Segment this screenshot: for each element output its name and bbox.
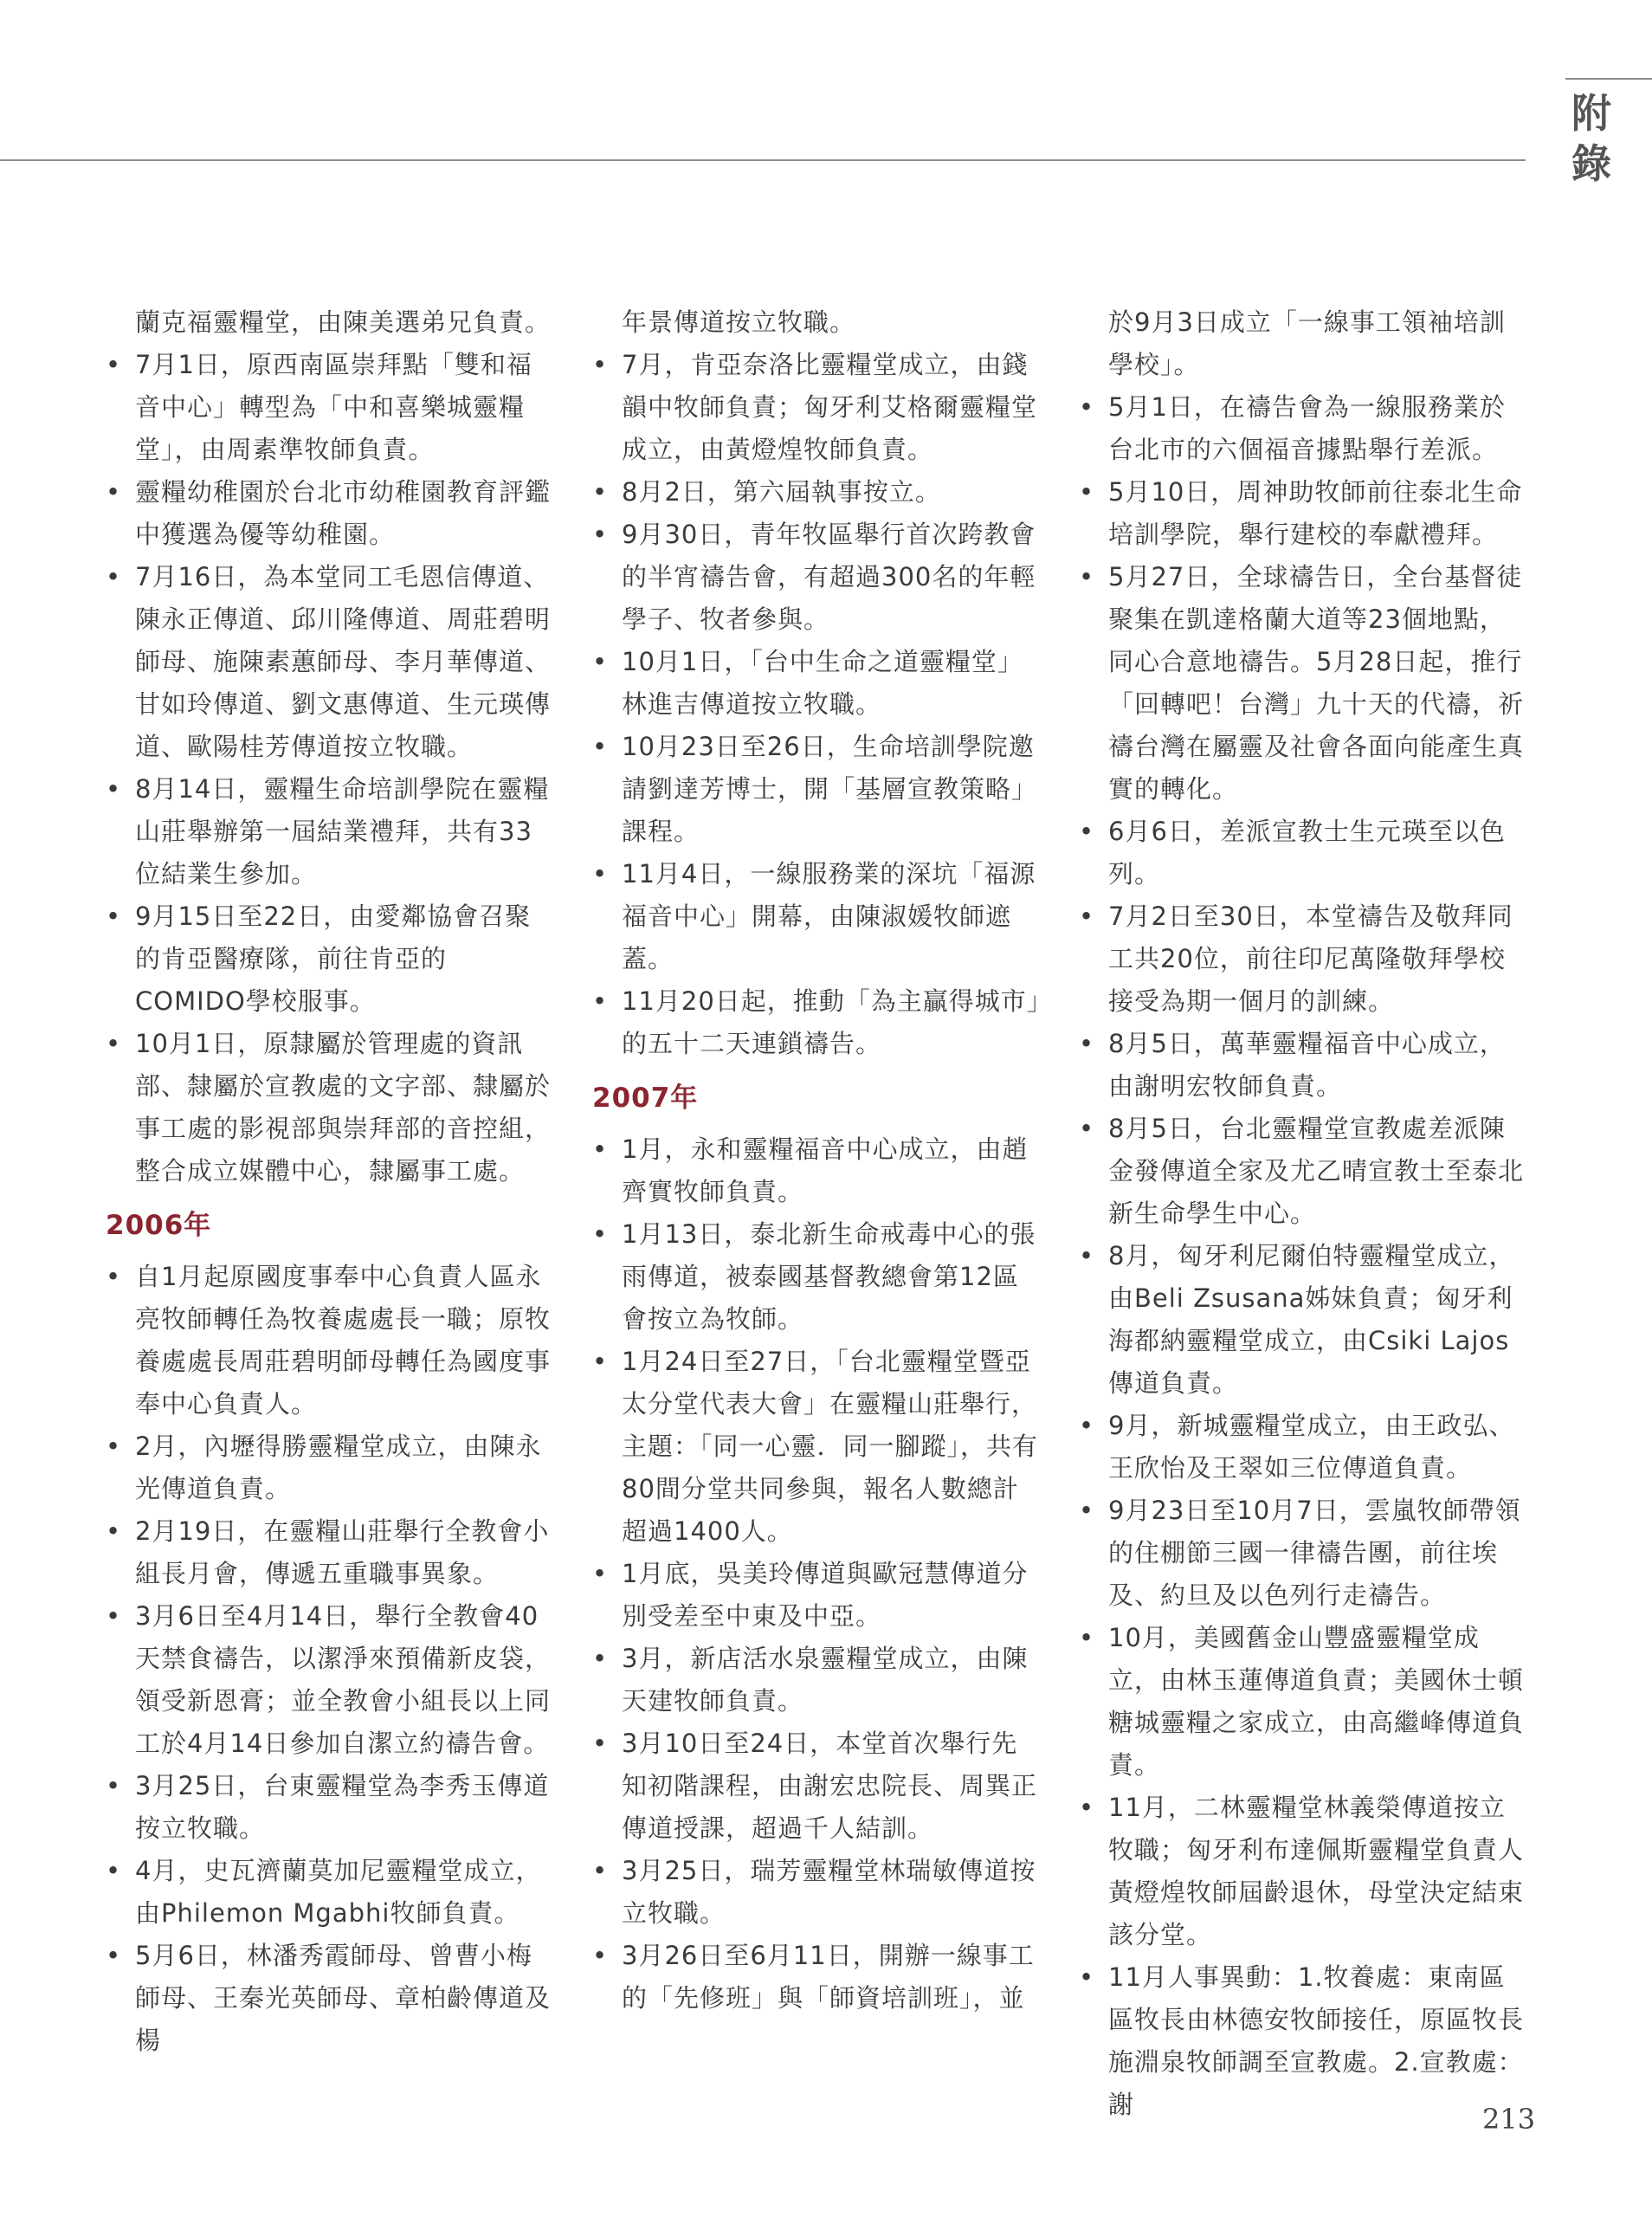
timeline-entry: [1077, 471, 1527, 556]
entry-text: 8月2日，第六屆執事按立。: [622, 477, 941, 507]
bullet-icon: •: [1079, 562, 1095, 591]
timeline-entry: [1077, 386, 1527, 471]
timeline-entry: [1077, 1023, 1527, 1108]
timeline-entry: [590, 1850, 1041, 1935]
entry-text: 9月，新城靈糧堂成立，由王政弘、王欣怡及王翠如三位傳道負責。: [1108, 1411, 1515, 1483]
timeline-entry: [590, 1341, 1041, 1553]
timeline-entry: [104, 344, 554, 471]
timeline-entry: [590, 1723, 1041, 1850]
bullet-icon: •: [106, 350, 122, 379]
entry-text: 7月2日至30日，本堂禱告及敬拜同工共20位，前往印尼萬隆敬拜學校接受為期一個月的訓練。: [1108, 902, 1513, 1016]
side-tab-rule: [1565, 78, 1652, 80]
timeline-entry: [1077, 556, 1527, 811]
bullet-icon: •: [592, 1941, 609, 1970]
timeline-entry: [1077, 1956, 1527, 2126]
bullet-icon: •: [592, 350, 609, 379]
entry-text: 11月4日，一線服務業的深坑「福源福音中心」開幕，由陳淑媛牧師遮蓋。: [622, 859, 1036, 973]
timeline-entry: [104, 1256, 554, 1425]
timeline-entry: [590, 1638, 1041, 1723]
timeline-entry: [1077, 1235, 1527, 1405]
bullet-icon: •: [592, 1559, 609, 1588]
text-column-2: [590, 301, 1041, 2020]
bullet-icon: •: [592, 732, 609, 761]
bullet-icon: •: [592, 647, 609, 676]
timeline-entry: [590, 471, 1041, 514]
bullet-icon: •: [106, 1029, 122, 1058]
timeline-entry: [104, 1023, 554, 1193]
entry-text: 1月13日，泰北新生命戒毒中心的張雨傳道，被泰國基督教總會第12區會按立為牧師。: [622, 1219, 1036, 1334]
bullet-icon: •: [1079, 1114, 1095, 1143]
entry-text: 4月，史瓦濟蘭莫加尼靈糧堂成立，由Philemon Mgabhi牧師負責。: [135, 1856, 542, 1928]
timeline-entry: [1077, 1490, 1527, 1617]
text-column-3: [1077, 301, 1527, 2126]
bullet-icon: •: [592, 520, 609, 549]
timeline-entry: [104, 768, 554, 895]
bullet-icon: •: [1079, 902, 1095, 931]
timeline-entry: [590, 1213, 1041, 1341]
entry-text: 3月，新店活水泉靈糧堂成立，由陳天建牧師負責。: [622, 1644, 1029, 1716]
bullet-icon: •: [592, 986, 609, 1016]
entry-text: 8月，匈牙利尼爾伯特靈糧堂成立，由Beli Zsusana姊妹負責；匈牙利海都納靈糧堂成立，由Csiki Lajos 傳道負責。: [1108, 1241, 1515, 1398]
bullet-icon: •: [106, 1941, 122, 1970]
entry-text: 11月人事異動：1.牧養處：東南區區牧長由林德安牧師接任，原區牧長施淵泉牧師調至宣教處。2.宣教處：謝: [1108, 1962, 1525, 2119]
bullet-icon: •: [1079, 817, 1095, 846]
bullet-icon: •: [1079, 477, 1095, 507]
bullet-icon: •: [1079, 1029, 1095, 1058]
timeline-entry: [1077, 811, 1527, 895]
entry-text: 5月27日，全球禱告日，全台基督徒聚集在凱達格蘭大道等23個地點，同心合意地禱告。5月28日起，推行「回轉吧！台灣」九十天的代禱，祈禱台灣在屬靈及社會各面向能產生真實的轉化。: [1108, 562, 1525, 804]
timeline-entry: [590, 1128, 1041, 1213]
entry-text: 1月底，吳美玲傳道與歐冠慧傳道分別受差至中東及中亞。: [622, 1559, 1029, 1631]
entry-text: 8月5日，台北靈糧堂宣教處差派陳金發傳道全家及尤乙晴宣教士至泰北新生命學生中心。: [1108, 1114, 1525, 1228]
continued-entry-text: 蘭克福靈糧堂，由陳美選弟兄負責。: [135, 307, 552, 337]
bullet-icon: •: [106, 477, 122, 507]
timeline-entry: [590, 980, 1041, 1065]
bullet-icon: •: [1079, 392, 1095, 422]
entry-text: 10月1日，「台中生命之道靈糧堂」林進吉傳道按立牧職。: [622, 647, 1023, 719]
entry-text: 10月1日，原隸屬於管理處的資訊部、隸屬於宣教處的文字部、隸屬於事工處的影視部與崇拜部的音控組，整合成立媒體中心，隸屬事工處。: [135, 1029, 552, 1186]
bullet-icon: •: [592, 1219, 609, 1249]
timeline-entry: [104, 1850, 554, 1935]
entry-text: 7月1日，原西南區崇拜點「雙和福音中心」轉型為「中和喜樂城靈糧堂」，由周素準牧師負責。: [135, 350, 532, 464]
entry-text: 3月10日至24日，本堂首次舉行先知初階課程，由謝宏忠院長、周巽正傳道授課，超過千人結訓。: [622, 1729, 1038, 1843]
bullet-icon: •: [106, 902, 122, 931]
bullet-icon: •: [106, 1432, 122, 1461]
timeline-entry: [104, 1595, 554, 1765]
bullet-icon: •: [592, 859, 609, 889]
year-heading: 2007年: [592, 1083, 699, 1114]
bullet-icon: •: [106, 774, 122, 804]
timeline-entry: [590, 641, 1041, 726]
page-number: 213: [1482, 2103, 1536, 2136]
timeline-entry: [104, 1510, 554, 1595]
timeline-entry: [104, 556, 554, 768]
timeline-entry: [104, 895, 554, 1023]
bullet-icon: •: [592, 1856, 609, 1885]
section-tab-label: 附錄: [1571, 90, 1611, 187]
timeline-entry: [104, 1425, 554, 1510]
entry-text: 靈糧幼稚園於台北市幼稚園教育評鑑中獲選為優等幼稚園。: [135, 477, 552, 549]
bullet-icon: •: [1079, 1623, 1095, 1652]
bullet-icon: •: [592, 1729, 609, 1758]
bullet-icon: •: [106, 1771, 122, 1800]
entry-text: 9月30日，青年牧區舉行首次跨教會的半宵禱告會，有超過300名的年輕學子、牧者參與。: [622, 520, 1036, 634]
timeline-entry: [590, 853, 1041, 980]
entry-text: 7月16日，為本堂同工毛恩信傳道、陳永正傳道、邱川隆傳道、周莊碧明師母、施陳素蕙師母、李月華傳道、甘如玲傳道、劉文惠傳道、生元瑛傳道、歐陽桂芳傳道按立牧職。: [135, 562, 552, 761]
continued-entry-text: 於9月3日成立「一線事工領袖培訓學校」。: [1108, 307, 1506, 379]
entry-text: 6月6日，差派宣教士生元瑛至以色列。: [1108, 817, 1506, 889]
timeline-entry: [590, 344, 1041, 471]
bullet-icon: •: [1079, 1411, 1095, 1440]
timeline-entry: [1077, 1108, 1527, 1235]
bullet-icon: •: [1079, 1496, 1095, 1525]
entry-text: 5月1日，在禱告會為一線服務業於台北市的六個福音據點舉行差派。: [1108, 392, 1506, 464]
entry-text: 3月25日，台東靈糧堂為李秀玉傳道按立牧職。: [135, 1771, 550, 1843]
bullet-icon: •: [592, 1644, 609, 1673]
timeline-entry: [590, 726, 1041, 853]
entry-text: 11月，二林靈糧堂林義榮傳道按立牧職；匈牙利布達佩斯靈糧堂負責人黃燈煌牧師屆齡退休，母堂決定結束該分堂。: [1108, 1793, 1525, 1949]
entry-text: 3月26日至6月11日，開辦一線事工的「先修班」與「師資培訓班」，並: [622, 1941, 1035, 2013]
entry-text: 1月，永和靈糧福音中心成立，由趙齊實牧師負責。: [622, 1134, 1029, 1206]
bullet-icon: •: [1079, 1793, 1095, 1822]
entry-text: 2月19日，在靈糧山莊舉行全教會小組長月會，傳遞五重職事異象。: [135, 1516, 550, 1588]
bullet-icon: •: [592, 477, 609, 507]
year-heading: 2006年: [106, 1210, 212, 1241]
entry-text: 8月5日，萬華靈糧福音中心成立，由謝明宏牧師負責。: [1108, 1029, 1506, 1101]
bullet-icon: •: [106, 1856, 122, 1885]
timeline-entry: [1077, 1617, 1527, 1787]
entry-text: 11月20日起，推動「為主贏得城市」的五十二天連鎖禱告。: [622, 986, 1041, 1058]
entry-text: 5月10日，周神助牧師前往泰北生命培訓學院，舉行建校的奉獻禮拜。: [1108, 477, 1523, 549]
timeline-entry: [1077, 895, 1527, 1023]
bullet-icon: •: [1079, 1241, 1095, 1270]
continued-entry-text: 年景傳道按立牧職。: [622, 307, 856, 337]
entry-text: 9月15日至22日，由愛鄰協會召聚的肯亞醫療隊，前往肯亞的COMIDO學校服事。: [135, 902, 532, 1016]
entry-text: 5月6日，林潘秀霞師母、曾曹小梅師母、王秦光英師母、章柏齡傳道及楊: [135, 1941, 552, 2055]
text-column-1: [104, 301, 554, 2062]
timeline-entry: [104, 1935, 554, 2062]
entry-text: 3月25日，瑞芳靈糧堂林瑞敏傳道按立牧職。: [622, 1856, 1036, 1928]
bullet-icon: •: [592, 1134, 609, 1164]
bullet-icon: •: [106, 1262, 122, 1291]
timeline-entry: [590, 1553, 1041, 1638]
entry-text: 3月6日至4月14日，舉行全教會40天禁食禱告，以潔淨來預備新皮袋，領受新恩膏；並全教會小組長以上同工於4月14日參加自潔立約禱告會。: [135, 1601, 552, 1758]
bullet-icon: •: [1079, 1962, 1095, 1992]
bullet-icon: •: [592, 1347, 609, 1376]
entry-text: 2月，內壢得勝靈糧堂成立，由陳永光傳道負責。: [135, 1432, 542, 1503]
timeline-entry: [1077, 1405, 1527, 1490]
entry-text: 10月23日至26日，生命培訓學院邀請劉達芳博士，開「基層宣教策略」課程。: [622, 732, 1038, 846]
entry-text: 8月14日，靈糧生命培訓學院在靈糧山莊舉辦第一屆結業禮拜，共有33位結業生參加。: [135, 774, 550, 889]
timeline-entry: [104, 1765, 554, 1850]
entry-text: 自1月起原國度事奉中心負責人區永亮牧師轉任為牧養處處長一職；原牧養處處長周莊碧明師母轉任為國度事奉中心負責人。: [135, 1262, 552, 1419]
entry-text: 1月24日至27日，「台北靈糧堂暨亞太分堂代表大會」在靈糧山莊舉行，主題：「同一心靈．同一腳蹤」，共有80間分堂共同參與，報名人數總計超過1400人。: [622, 1347, 1039, 1546]
bullet-icon: •: [106, 1601, 122, 1631]
bullet-icon: •: [106, 562, 122, 591]
entry-text: 7月，肯亞奈洛比靈糧堂成立，由錢韻中牧師負責；匈牙利艾格爾靈糧堂成立，由黃燈煌牧師負責。: [622, 350, 1038, 464]
timeline-entry: [1077, 1787, 1527, 1956]
entry-text: 9月23日至10月7日，雲嵐牧師帶領的住棚節三國一律禱告團，前往埃及、約旦及以色列行走禱告。: [1108, 1496, 1521, 1610]
bullet-icon: •: [106, 1516, 122, 1546]
timeline-entry: [590, 514, 1041, 641]
timeline-entry: [104, 471, 554, 556]
entry-text: 10月，美國舊金山豐盛靈糧堂成立，由林玉蓮傳道負責；美國休士頓糖城靈糧之家成立，由高繼峰傳道負責。: [1108, 1623, 1525, 1780]
timeline-entry: [590, 1935, 1041, 2020]
header-rule: [0, 159, 1526, 161]
